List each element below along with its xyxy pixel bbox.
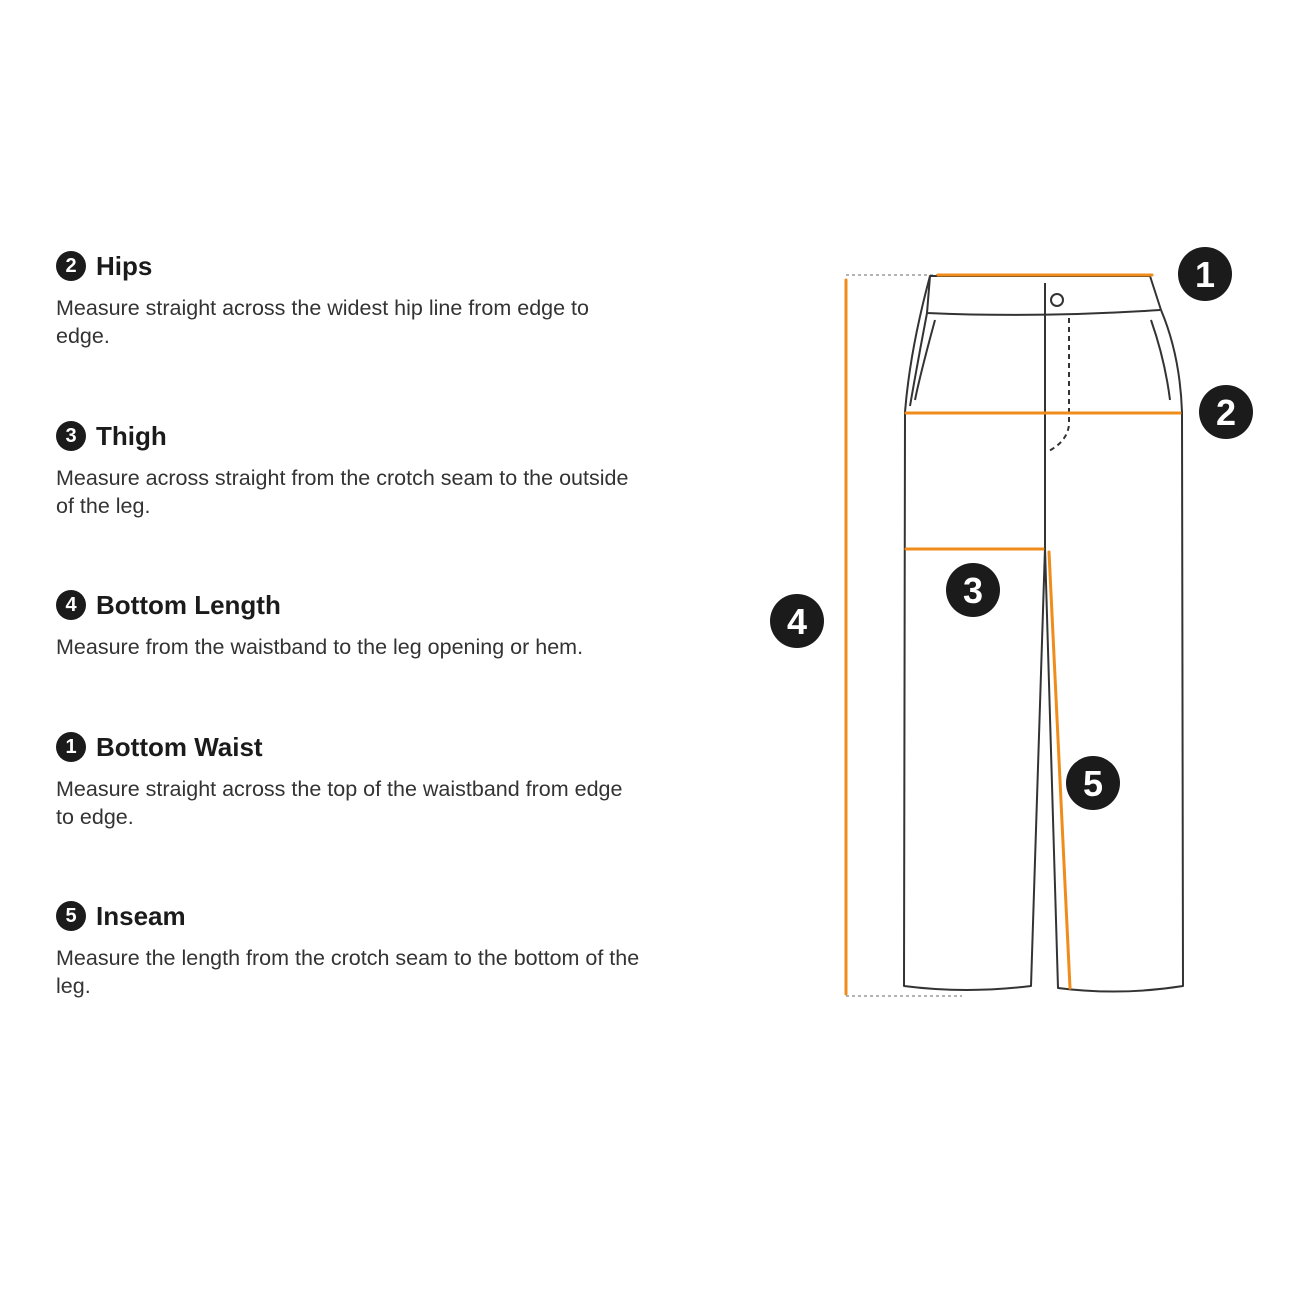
waistband: [927, 276, 1160, 315]
fly-stitch: [1047, 318, 1069, 452]
callout-number: 3: [962, 570, 984, 611]
item-title: Inseam: [96, 900, 186, 931]
number-badge: 2: [56, 251, 86, 281]
measurement-lines: [846, 275, 1180, 994]
item-description: Measure from the waistband to the leg opening or hem.: [56, 635, 584, 659]
item-title: Bottom Length: [96, 589, 281, 620]
item-description: Measure straight across the top of the waistband from edge to edge.: [56, 777, 623, 829]
item-description: Measure straight across the widest hip line from edge to edge.: [56, 296, 589, 348]
item-description: Measure across straight from the crotch seam to the outside of the leg.: [56, 466, 629, 518]
callout-hips: [1199, 385, 1253, 439]
right-pocket: [1151, 320, 1170, 400]
pants-outline: [904, 276, 1183, 992]
callout-length: [770, 594, 824, 648]
number-badge: 3: [56, 421, 86, 451]
callout-waist: [1178, 247, 1232, 301]
callout-inseam: [1066, 756, 1120, 810]
pants-body: [904, 276, 1183, 992]
item-title: Hips: [96, 250, 153, 281]
callout-number: 2: [1215, 392, 1237, 433]
number-badge: 1: [56, 732, 86, 762]
item-title: Thigh: [96, 420, 167, 451]
callout-thigh: [946, 563, 1000, 617]
item-description: Measure the length from the crotch seam to the bottom of the leg.: [56, 946, 640, 998]
number-badge: 5: [56, 901, 86, 931]
callout-number: 4: [786, 601, 808, 642]
item-title: Bottom Waist: [96, 731, 263, 762]
button-icon: [1051, 294, 1063, 306]
number-badge: 4: [56, 590, 86, 620]
callout-number: 1: [1194, 254, 1216, 295]
callout-number: 5: [1082, 763, 1104, 804]
